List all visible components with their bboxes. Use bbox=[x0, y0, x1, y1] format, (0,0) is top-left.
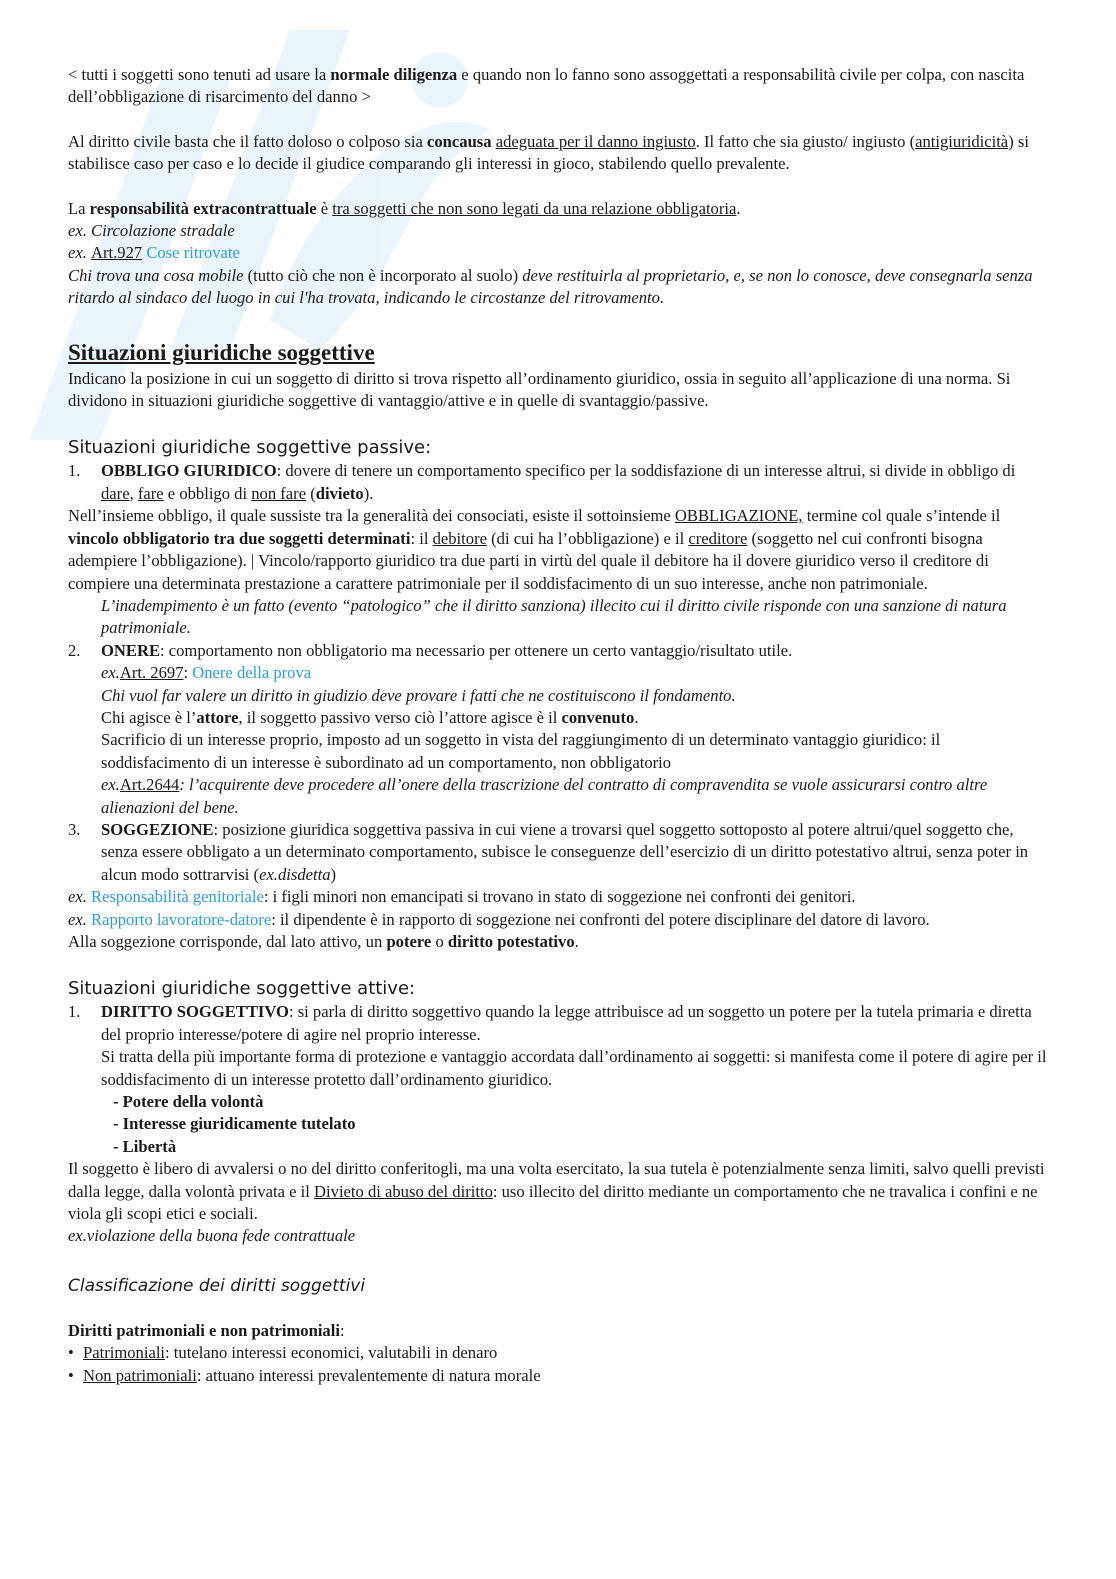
intro-paragraph-2: Al diritto civile basta che il fatto doloso o colposo sia concausa adeguata per il danno ingiusto. Il fatto che sia giusto/ ingiusto (antigiuridicità) si stabilisce caso per caso e lo decide il giudice comparando gli interessi in gioco, stabilendo quello prevalente. bbox=[68, 131, 1029, 174]
cose-ritrovate-link[interactable]: Cose ritrovate bbox=[146, 243, 240, 263]
intro-paragraph-3: La responsabilità extracontrattuale è tra soggetti che non sono legati da una relazione obbligatoria. bbox=[68, 198, 741, 218]
example-responsabilita-genitoriale: ex. Responsabilità genitoriale: i figli minori non emancipati si trovano in stato di soggezione nei confronti dei genitori. bbox=[68, 887, 856, 907]
example-art-927: ex. Art.927 Cose ritrovate bbox=[68, 243, 240, 263]
list-item: • Patrimoniali: tutelano interessi economici, valutabili in denaro bbox=[68, 1343, 498, 1363]
example-circolazione: ex. Circolazione stradale bbox=[68, 221, 235, 241]
classification-heading: Classificazione dei diritti soggettivi bbox=[68, 1275, 366, 1296]
soggezione-corrispondenza: Alla soggezione corrisponde, dal lato attivo, un potere o diritto potestativo. bbox=[68, 932, 579, 951]
onere-della-prova-link[interactable]: Onere della prova bbox=[192, 663, 312, 683]
inadempimento-note: L’inadempimento è un fatto (evento “patologico” che il diritto sanziona) illecito cui il diritto civile risponde con una sanzione di natura patrimoniale. bbox=[101, 595, 1007, 638]
active-heading: Situazioni giuridiche soggettive attive: bbox=[68, 978, 416, 1000]
document-page bbox=[68, 64, 1048, 1387]
section-description: Indicano la posizione in cui un soggetto di diritto si trova rispetto all’ordinamento giuridico, ossia in seguito all’applicazione di una norma. Si dividono in situazioni giuridiche soggettive di vantaggio/attive e in quelle di svantaggio/passive. bbox=[68, 368, 1011, 411]
art-2697-quote: Chi vuol far valere un diritto in giudizio deve provare i fatti che ne costituiscono il fondamento. bbox=[101, 685, 736, 705]
section-title: Situazioni giuridiche soggettive bbox=[68, 339, 375, 365]
example-rapporto-lavoratore: ex. Rapporto lavoratore-datore: il dipendente è in rapporto di soggezione nei confronti del potere disciplinare del datore di lavoro. bbox=[68, 909, 930, 929]
example-art-2644: ex.Art.2644: l’acquirente deve procedere all’onere della trascrizione del contratto di compravendita se vuole assicurarsi contro altre alienazioni del bene. bbox=[101, 775, 988, 817]
list-interesse: - Interesse giuridicamente tutelato bbox=[113, 1114, 356, 1134]
obbligazione-paragraph: Nell’insieme obbligo, il quale sussiste tra la generalità dei consociati, esiste il sottoinsieme OBBLIGAZIONE, termine col quale s’intende il vincolo obbligatorio tra due soggetti determinati: il debitore (di cui ha l’obbligazione) e il creditore (soggetto nel cui confronti bisogna adempiere l’obbligazione). | Vincolo/rapporto giuridico tra due parti in virtù del quale il debitore ha il dovere giuridico verso il creditore di compiere una determinata prestazione a carattere patrimoniale per il soddisfacimento di un suo interesse, anche non patrimoniale. bbox=[68, 506, 1001, 593]
art-927-link[interactable]: Art.927 bbox=[91, 243, 143, 263]
example-buona-fede: ex.violazione della buona fede contrattuale bbox=[68, 1226, 356, 1246]
abuso-diritto-paragraph: Il soggetto è libero di avvalersi o no del diritto conferitogli, ma una volta esercitato, la sua tutela è potenzialmente senza limiti, salvo quelli previsti dalla legge, dalla volontà privata e il Divieto di abuso del diritto: uso illecito del diritto mediante un comportamento che ne travalica i confini e ne viola gli scopi etici e sociali. bbox=[68, 1159, 1045, 1224]
list-item-onere: 2. ONERE: comportamento non obbligatorio ma necessario per ottenere un certo vantaggio/risultato utile. bbox=[68, 640, 793, 660]
rapporto-lavoratore-datore-link[interactable]: Rapporto lavoratore-datore bbox=[91, 909, 272, 929]
list-item-obbligo: 1. OBBLIGO GIURIDICO: dovere di tenere un comportamento specifico per la soddisfazione di un interesse altrui, si divide in obbligo di dare, fare e obbligo di non fare (divieto). bbox=[68, 461, 1016, 503]
patrimoniali-subheading: Diritti patrimoniali e non patrimoniali: bbox=[68, 1320, 345, 1340]
art-927-quote: Chi trova una cosa mobile (tutto ciò che non è incorporato al suolo) deve restituirla al proprietario, e, se non lo conosce, deve consegnarla senza ritardo al sindaco del luogo in cui l'ha trovata, indicando le circostanze del ritrovamento. bbox=[68, 265, 1033, 308]
sacrificio-paragraph: Sacrificio di un interesse proprio, imposto ad un soggetto in vista del raggiungimento di un determinato vantaggio giuridico: il soddisfacimento di un interesse è subordinato ad un comportamento, non obbligatorio bbox=[101, 730, 941, 772]
attore-convenuto: Chi agisce è l’attore, il soggetto passivo verso ciò l’attore agisce è il convenuto. bbox=[101, 707, 639, 727]
list-liberta: - Libertà bbox=[113, 1136, 177, 1156]
list-item-diritto-soggettivo: 1. DIRITTO SOGGETTIVO: si parla di diritto soggettivo quando la legge attribuisce ad un soggetto un potere per la tutela primaria e diretta del proprio interesse/potere di agire nel proprio interesse. bbox=[68, 1002, 1032, 1044]
responsabilita-genitoriale-link[interactable]: Responsabilità genitoriale bbox=[91, 887, 264, 907]
list-item: • Non patrimoniali: attuano interessi prevalentemente di natura morale bbox=[68, 1365, 541, 1385]
diritto-soggettivo-detail: Si tratta della più importante forma di protezione e vantaggio accordata dall’ordinamento ai soggetti: si manifesta come il potere di agire per il soddisfacimento di un interesse protetto dall’ordinamento giuridico. bbox=[101, 1047, 1047, 1089]
art-2697-link[interactable]: Art. 2697 bbox=[119, 663, 184, 683]
list-item-soggezione: 3. SOGGEZIONE: posizione giuridica soggettiva passiva in cui viene a trovarsi quel soggetto sottoposto al potere altrui/quel soggetto che, senza essere obbligato a un determinato comportamento, subisce le conseguenze dell’esercizio di un diritto potestativo altrui, senza poter in alcun modo sottrarvisi (ex.disdetta) bbox=[68, 819, 1029, 884]
art-2644-link[interactable]: Art.2644 bbox=[119, 775, 180, 795]
list-potere: - Potere della volontà bbox=[113, 1092, 264, 1112]
example-art-2697: ex.Art. 2697: Onere della prova bbox=[101, 663, 312, 683]
intro-paragraph-1: < tutti i soggetti sono tenuti ad usare la normale diligenza e quando non lo fanno sono assoggettati a responsabilità civile per colpa, con nascita dell’obbligazione di risarcimento del danno > bbox=[68, 65, 1025, 107]
passive-heading: Situazioni giuridiche soggettive passive: bbox=[68, 437, 432, 459]
